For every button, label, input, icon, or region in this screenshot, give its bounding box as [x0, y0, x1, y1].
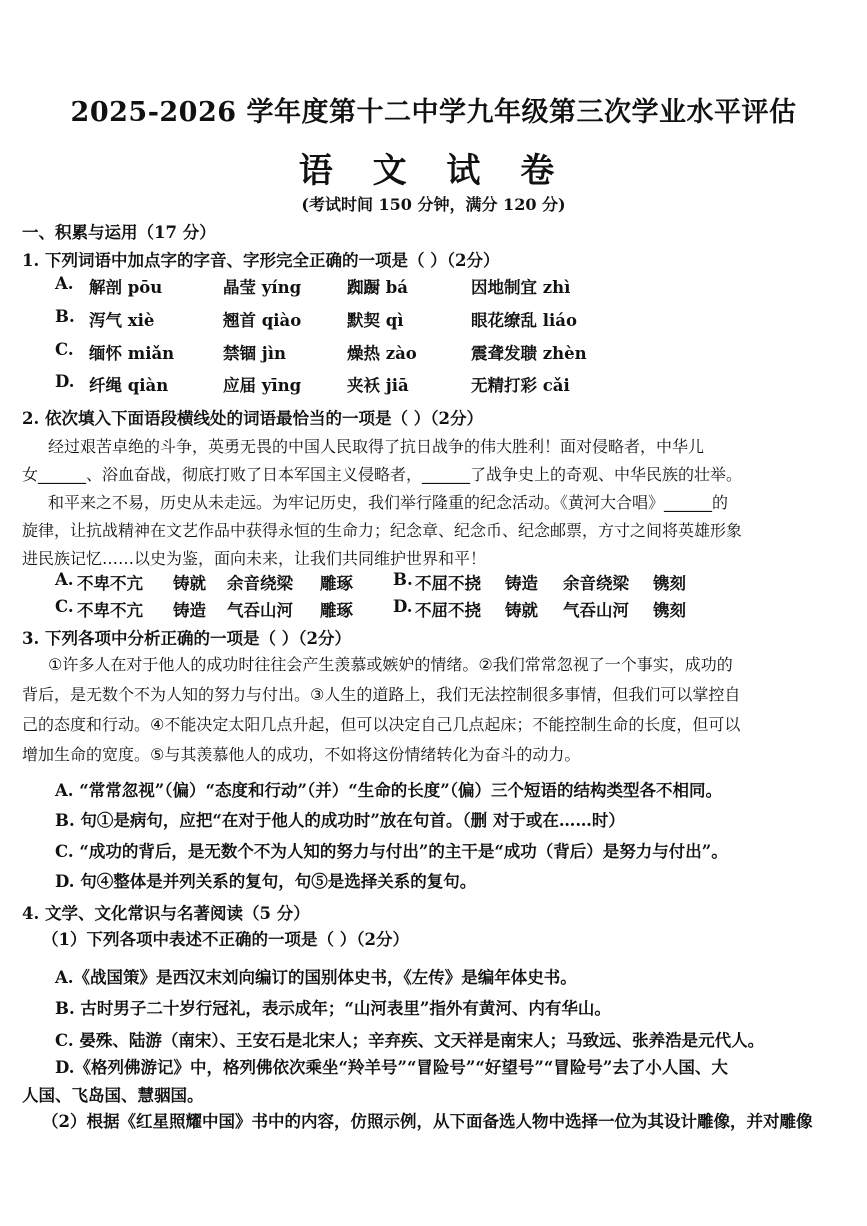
option-item: 晶莹 yíng: [223, 278, 302, 297]
passage-line: 进民族记忆……以史为鉴，面向未来，让我们共同维护世界和平！: [22, 549, 487, 568]
option-item: 气吞山河: [563, 601, 629, 620]
option-item: 燥热 zào: [347, 344, 417, 363]
option-item: 铸就: [173, 574, 206, 593]
option-item: 应届 yīng: [223, 376, 302, 395]
option-item: 解剖 pōu: [89, 278, 163, 297]
option-item: 镌刻: [653, 601, 686, 620]
option-item: 镌刻: [653, 574, 686, 593]
option-b: B. 句①是病句，应把“在对于他人的成功时”放在句首。（删 对于或在……时）: [55, 811, 625, 830]
option-item: 余音绕梁: [227, 574, 293, 593]
passage-line: 女______、浴血奋战，彻底打败了日本军国主义侵略者，______了战争史上的奇观、中华民族的壮举。: [22, 465, 743, 484]
option-label: C.: [55, 597, 74, 616]
option-d: D. 句④整体是并列关系的复句，句⑤是选择关系的复句。: [55, 872, 477, 891]
option-item: 铸造: [173, 601, 206, 620]
option-label: B.: [393, 570, 413, 589]
subject-title: 语 文 试 卷: [298, 151, 569, 191]
option-label: D.: [393, 597, 413, 616]
passage-line: 和平来之不易，历史从未走远。为牢记历史，我们举行隆重的纪念活动。《黄河大合唱》______的: [48, 493, 729, 512]
option-d: D.《格列佛游记》中，格列佛依次乘坐“羚羊号”“冒险号”“好望号”“冒险号”去了小人国、大: [55, 1058, 728, 1077]
option-item: 默契 qì: [347, 311, 404, 330]
option-c: C. 晏殊、陆游（南宋）、王安石是北宋人；辛弃疾、文天祥是南宋人；马致远、张养浩是元代人。: [55, 1031, 765, 1050]
option-item: 不卑不亢: [77, 574, 143, 593]
option-item: 因地制宜 zhì: [471, 278, 571, 297]
passage-line: 增加生命的宽度。⑤与其羡慕他人的成功，不如将这份情绪转化为奋斗的动力。: [22, 745, 581, 764]
question-4-1-stem: （1）下列各项中表述不正确的一项是（ ）（2分）: [42, 930, 409, 949]
option-item: 踟蹰 bá: [347, 278, 408, 297]
option-item: 翘首 qiào: [223, 311, 302, 330]
option-item: 雕琢: [320, 601, 353, 620]
option-label: A.: [55, 570, 74, 589]
option-item: 无精打彩 cǎi: [471, 376, 570, 395]
option-item: 铸就: [505, 601, 538, 620]
option-item: 铸造: [505, 574, 538, 593]
passage-line: 己的态度和行动。④不能决定太阳几点升起，但可以决定自己几点起床；不能控制生命的长度，但可以: [22, 715, 741, 734]
question-3-stem: 3. 下列各项中分析正确的一项是（ ）（2分）: [22, 629, 351, 648]
option-item: 夹袄 jiā: [347, 376, 409, 395]
option-item: 余音绕梁: [563, 574, 629, 593]
passage-line: 背后，是无数个不为人知的努力与付出。③人生的道路上，我们无法控制很多事情，但我们可以掌控自: [22, 685, 741, 704]
option-b: B. 古时男子二十岁行冠礼，表示成年；“山河表里”指外有黄河、内有华山。: [55, 999, 611, 1018]
option-item: 泻气 xiè: [89, 311, 155, 330]
section-heading: 一、积累与运用（17 分）: [22, 223, 216, 242]
option-label: B.: [55, 307, 75, 326]
option-item: 纤绳 qiàn: [89, 376, 169, 395]
option-label: A.: [55, 274, 74, 293]
option-d-cont: 人国、飞岛国、慧骃国。: [22, 1086, 204, 1105]
option-item: 眼花缭乱 liáo: [471, 311, 577, 330]
question-1-stem: 1. 下列词语中加点字的字音、字形完全正确的一项是（ ）（2分）: [22, 251, 500, 270]
option-item: 不卑不亢: [77, 601, 143, 620]
option-a: A.《战国策》是西汉末刘向编订的国别体史书，《左传》是编年体史书。: [55, 968, 577, 987]
exam-title: 2025-2026 学年度第十二中学九年级第三次学业水平评估: [70, 97, 797, 128]
exam-info: (考试时间 150 分钟，满分 120 分): [301, 195, 566, 214]
passage-line: 旋律，让抗战精神在文艺作品中获得永恒的生命力；纪念章、纪念币、纪念邮票，方寸之间将英雄形象: [22, 521, 743, 540]
option-item: 不屈不挠: [415, 601, 481, 620]
option-a: A. “常常忽视”（偏）“态度和行动”（并）“生命的长度”（偏）三个短语的结构类型各不相同。: [55, 781, 722, 800]
option-item: 禁锢 jìn: [223, 344, 286, 363]
option-item: 气吞山河: [227, 601, 293, 620]
option-label: C.: [55, 340, 74, 359]
question-4-stem: 4. 文学、文化常识与名著阅读（5 分）: [22, 904, 310, 923]
option-item: 雕琢: [320, 574, 353, 593]
question-4-2-stem: （2）根据《红星照耀中国》书中的内容，仿照示例，从下面备选人物中选择一位为其设计雕像，并对雕像: [42, 1112, 813, 1131]
option-c: C. “成功的背后，是无数个不为人知的努力与付出”的主干是“成功（背后）是努力与付出”。: [55, 842, 728, 861]
option-item: 震聋发聩 zhèn: [471, 344, 587, 363]
blank-margin: [0, 1135, 867, 1226]
passage-line: 经过艰苦卓绝的斗争，英勇无畏的中国人民取得了抗日战争的伟大胜利！面对侵略者，中华儿: [48, 437, 705, 456]
option-label: D.: [55, 372, 75, 391]
passage-line: ①许多人在对于他人的成功时往往会产生羡慕或嫉妒的情绪。②我们常常忽视了一个事实，成功的: [48, 655, 733, 674]
question-2-stem: 2. 依次填入下面语段横线处的词语最恰当的一项是（ ）（2分）: [22, 409, 483, 428]
option-item: 不屈不挠: [415, 574, 481, 593]
option-item: 缅怀 miǎn: [89, 344, 175, 363]
